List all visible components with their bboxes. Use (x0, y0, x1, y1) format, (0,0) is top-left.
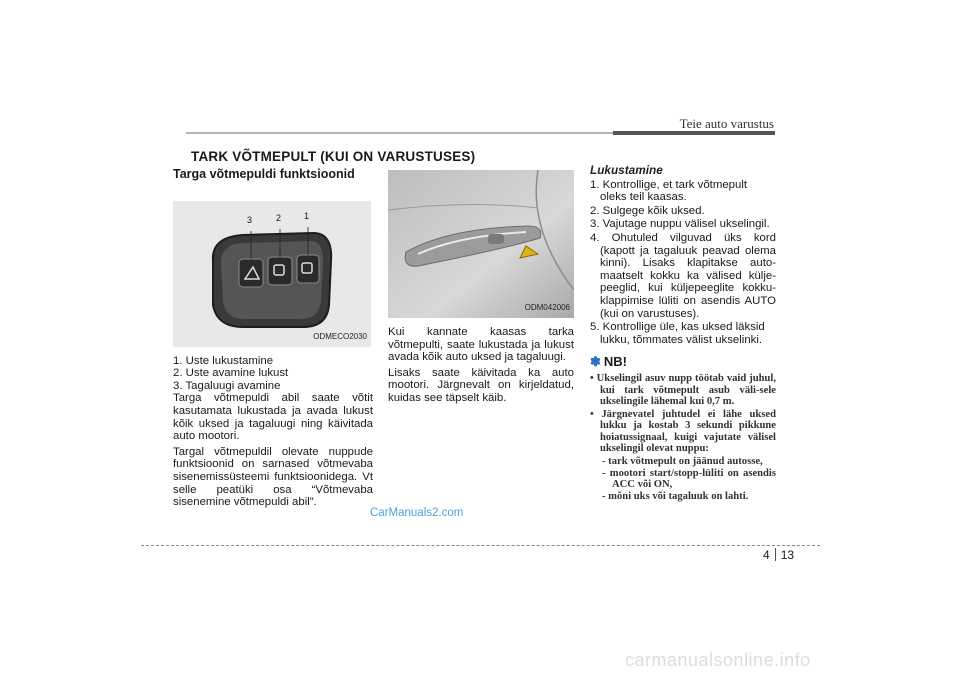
subhead-locking: Lukustamine (590, 163, 663, 177)
note-item: • Ukselingil asuv nupp töötab vaid juhul, kui tark võtmepult asub väli-sele ukselingile lähemal kui 0,7 m. (590, 372, 776, 408)
door-handle-figure (388, 170, 574, 318)
subhead-functions: Targa võtmepuldi funktsioonid (173, 167, 355, 181)
note-star-icon: ✽ (590, 354, 601, 370)
column-1 (173, 168, 373, 512)
running-header: Teie auto varustus (679, 116, 774, 131)
column-2 (388, 168, 574, 408)
note-item: • Järgnevatel juhtudel ei lähe uksed lukku ja kostab 3 sekundi pikkune hoiatussignaal, kuigi vajutate välisel ukselingil olevat nuppu: (590, 408, 776, 455)
paragraph: Targal võtmepuldil olevate nuppude funktsioonid on sarnased võtmevaba sisenemissüsteemi funktsioonidega. Vt selle peatüki osa “Võtmevaba sisenemine võtmepuldi abil”. (173, 445, 373, 509)
callout-3: 3 (247, 214, 253, 225)
door-handle-illustration (388, 170, 574, 318)
header-rule-accent (613, 131, 775, 135)
page-number-value: 13 (780, 548, 795, 562)
callout-1: 1 (304, 210, 310, 221)
step-item: 2. Sulgege kõik uksed. (590, 204, 705, 217)
step-item: 3. Vajutage nuppu välisel ukselingil. (590, 218, 770, 231)
page-number-separator (775, 548, 776, 561)
column-3 (590, 164, 776, 502)
note-body (590, 373, 776, 503)
function-item: 3. Tagaluugi avamine (173, 379, 281, 392)
note-subitem: - mõni uks või tagaluuk on lahti. (602, 490, 749, 502)
note-title (590, 356, 776, 369)
figure-code: ODMECO2030 (313, 332, 367, 341)
step-item: 4. Ohutuled vilguvad üks kord (kapott ja tagaluuk peavad olema kinni). Lisaks klapitakse auto-maatselt kokku ka välised külje-peeglid, kui küljepeeglite kokku-klappimise lüliti on asendis AUTO (kui on varustuses). (590, 231, 776, 320)
chapter-number: 4 (763, 548, 770, 562)
smart-key-figure (173, 201, 371, 347)
site-watermark: carmanualsonline.info (625, 650, 811, 670)
function-item: 2. Uste avamine lukust (173, 367, 289, 380)
note-subitem: - tark võtmepult on jäänud autosse, (602, 456, 763, 468)
section-title: TARK VÕTMEPULT (KUI ON VARUSTUSES) (191, 149, 476, 164)
step-item: 1. Kontrollige, et tark võtmepult oleks teil kaasas. (590, 178, 748, 204)
paragraph: Targa võtmepuldi abil saate võtit kasutamata lukustada ja avada lukust kõik uksed ja tagaluugi ning käivitada auto mootori. (173, 392, 373, 443)
callout-2: 2 (276, 212, 282, 223)
step-item: 5. Kontrollige üle, kas uksed läksid lukku, tõmmates välist ukselinki. (590, 321, 765, 346)
smart-key-illustration (173, 201, 371, 347)
page-number (763, 548, 794, 562)
footer-rule (141, 545, 820, 546)
note-title-text: NB! (603, 354, 628, 370)
note-subitem: - mootori start/stopp-lüliti on asendis ACC või ON, (602, 467, 776, 491)
paragraph: Kui kannate kaasas tarka võtmepulti, saate lukustada ja lukust avada kõik auto uksed ja tagaluugi. (388, 326, 574, 364)
paragraph: Lisaks saate käivitada ka auto mootori. Järgnevalt on kirjeldatud, kuidas see täpselt käib. (388, 366, 574, 404)
function-item: 1. Uste lukustamine (173, 354, 274, 367)
watermark-link[interactable]: CarManuals2.com (370, 507, 464, 519)
figure-code: ODM042006 (524, 303, 570, 313)
